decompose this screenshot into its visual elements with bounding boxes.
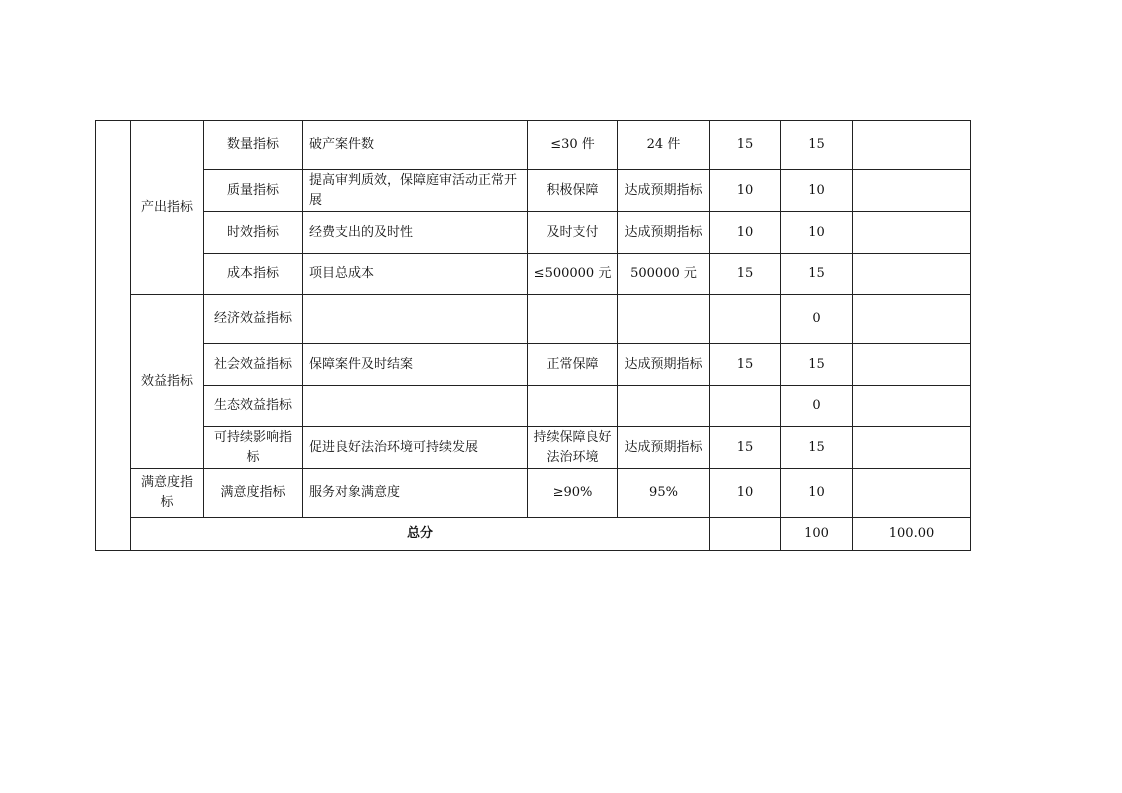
content-cell: 保障案件及时结案 [303,344,528,386]
target-cell: ≥90% [528,469,618,518]
table-row [96,212,971,254]
actual-cell [618,295,710,344]
table-row [96,344,971,386]
weight-cell: 10 [710,170,781,212]
total-label: 总分 [131,518,710,551]
total-actual-cell [710,518,781,551]
weight-cell [710,295,781,344]
note-cell [853,427,971,469]
note-cell [853,295,971,344]
actual-cell: 达成预期指标 [618,427,710,469]
actual-cell [618,386,710,427]
group-cell-satisfaction: 满意度指标 [131,469,204,518]
table-row [96,469,971,518]
table-row [96,121,971,170]
group-cell-benefit: 效益指标 [131,295,204,469]
outer-blank-cell [96,121,131,551]
sub-indicator-cell: 满意度指标 [204,469,303,518]
weight-cell [710,386,781,427]
table-row [96,386,971,427]
actual-cell: 500000 元 [618,254,710,295]
note-cell [853,121,971,170]
total-weight-cell: 100 [781,518,853,551]
sub-indicator-cell: 成本指标 [204,254,303,295]
actual-cell: 达成预期指标 [618,344,710,386]
sub-indicator-cell: 时效指标 [204,212,303,254]
sub-indicator-cell: 数量指标 [204,121,303,170]
content-cell [303,386,528,427]
note-cell [853,469,971,518]
note-cell [853,212,971,254]
target-cell [528,295,618,344]
target-cell: 正常保障 [528,344,618,386]
score-cell: 15 [781,427,853,469]
content-cell: 项目总成本 [303,254,528,295]
weight-cell: 10 [710,469,781,518]
target-cell: 及时支付 [528,212,618,254]
target-cell: ≤500000 元 [528,254,618,295]
target-cell: ≤30 件 [528,121,618,170]
content-cell [303,295,528,344]
note-cell [853,386,971,427]
total-row [96,518,971,551]
target-cell: 持续保障良好法治环境 [528,427,618,469]
score-cell: 10 [781,212,853,254]
weight-cell: 10 [710,212,781,254]
sub-indicator-cell: 经济效益指标 [204,295,303,344]
sub-indicator-cell: 社会效益指标 [204,344,303,386]
weight-cell: 15 [710,427,781,469]
content-cell: 破产案件数 [303,121,528,170]
target-cell [528,386,618,427]
score-cell: 15 [781,121,853,170]
target-cell: 积极保障 [528,170,618,212]
content-cell: 促进良好法治环境可持续发展 [303,427,528,469]
score-cell: 0 [781,386,853,427]
weight-cell: 15 [710,121,781,170]
table-row [96,170,971,212]
table-row [96,427,971,469]
score-cell: 10 [781,469,853,518]
content-cell: 提高审判质效，保障庭审活动正常开展 [303,170,528,212]
score-cell: 15 [781,254,853,295]
content-cell: 经费支出的及时性 [303,212,528,254]
total-score-cell: 100.00 [853,518,971,551]
weight-cell: 15 [710,254,781,295]
score-cell: 15 [781,344,853,386]
actual-cell: 达成预期指标 [618,170,710,212]
score-cell: 0 [781,295,853,344]
actual-cell: 达成预期指标 [618,212,710,254]
note-cell [853,170,971,212]
actual-cell: 95% [618,469,710,518]
weight-cell: 15 [710,344,781,386]
table-row [96,295,971,344]
group-cell-output: 产出指标 [131,121,204,295]
sub-indicator-cell: 可持续影响指标 [204,427,303,469]
performance-indicator-table [95,120,971,551]
note-cell [853,254,971,295]
table-row [96,254,971,295]
content-cell: 服务对象满意度 [303,469,528,518]
note-cell [853,344,971,386]
actual-cell: 24 件 [618,121,710,170]
sub-indicator-cell: 生态效益指标 [204,386,303,427]
score-cell: 10 [781,170,853,212]
sub-indicator-cell: 质量指标 [204,170,303,212]
